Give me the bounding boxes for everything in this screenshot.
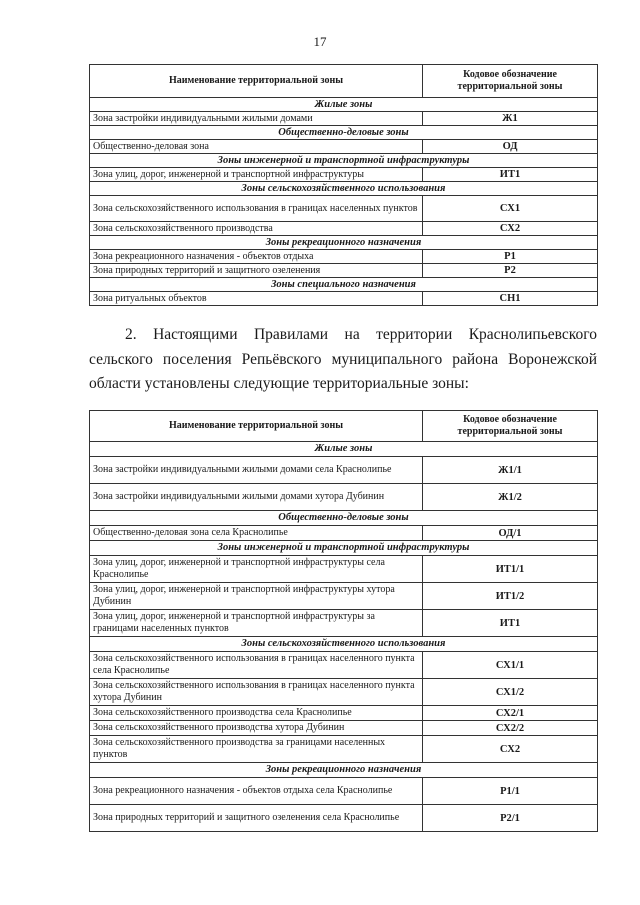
zones-table-general xyxy=(89,64,598,306)
zone-code-cell: Ж1 xyxy=(423,112,598,126)
zone-group-row xyxy=(90,98,598,112)
zone-group-row xyxy=(90,154,598,168)
zone-row xyxy=(90,457,598,484)
zone-name-cell: Общественно-деловая зона xyxy=(90,140,423,154)
zone-code-cell: ИТ1/2 xyxy=(423,583,598,610)
zone-row xyxy=(90,721,598,736)
zone-row xyxy=(90,168,598,182)
zone-name-cell: Зона рекреационного назначения - объектов отдыха села Краснолипье xyxy=(90,778,423,805)
zone-name-cell: Зона улиц, дорог, инженерной и транспортной инфраструктуры села Краснолипье xyxy=(90,556,423,583)
zone-group-row xyxy=(90,126,598,140)
zone-code-cell: Р2/1 xyxy=(423,805,598,832)
zone-group-row xyxy=(90,637,598,652)
zone-row xyxy=(90,706,598,721)
zone-group-row xyxy=(90,541,598,556)
zone-code-cell: Ж1/1 xyxy=(423,457,598,484)
zone-row xyxy=(90,484,598,511)
zone-row xyxy=(90,778,598,805)
zone-name-cell: Общественно-деловая зона села Краснолипье xyxy=(90,526,423,541)
zone-code-cell: ОД xyxy=(423,140,598,154)
zone-group-heading: Жилые зоны xyxy=(90,442,598,457)
zone-name-cell: Зона сельскохозяйственного использования в границах населенных пунктов xyxy=(90,196,423,222)
zone-row xyxy=(90,736,598,763)
zone-group-row xyxy=(90,182,598,196)
zone-name-cell: Зона рекреационного назначения - объектов отдыха xyxy=(90,250,423,264)
zone-name-cell: Зона сельскохозяйственного использования в границах населенного пункта села Краснолипье xyxy=(90,652,423,679)
zone-name-cell: Зона улиц, дорог, инженерной и транспортной инфраструктуры хутора Дубинин xyxy=(90,583,423,610)
zone-row xyxy=(90,679,598,706)
zone-name-cell: Зона природных территорий и защитного озеленения села Краснолипье xyxy=(90,805,423,832)
zone-code-cell: СХ1/2 xyxy=(423,679,598,706)
zone-code-cell: Р2 xyxy=(423,264,598,278)
zone-row xyxy=(90,583,598,610)
zone-group-row xyxy=(90,278,598,292)
zone-group-heading: Зоны инженерной и транспортной инфраструктуры xyxy=(90,154,598,168)
zone-name-header: Наименование территориальной зоны xyxy=(90,65,423,98)
zone-row xyxy=(90,196,598,222)
zone-group-heading: Зоны сельскохозяйственного использования xyxy=(90,182,598,196)
zone-name-cell: Зона улиц, дорог, инженерной и транспортной инфраструктуры за границами населенных пунктов xyxy=(90,610,423,637)
zone-code-cell: СХ2 xyxy=(423,222,598,236)
zone-name-header: Наименование территориальной зоны xyxy=(90,411,423,442)
zone-row xyxy=(90,805,598,832)
zone-code-cell: СХ2 xyxy=(423,736,598,763)
zone-code-cell: ОД/1 xyxy=(423,526,598,541)
table-header-row xyxy=(90,411,598,442)
zone-code-cell: Ж1/2 xyxy=(423,484,598,511)
zone-code-cell: СХ2/2 xyxy=(423,721,598,736)
zone-code-cell: Р1/1 xyxy=(423,778,598,805)
zone-group-row xyxy=(90,442,598,457)
zone-name-cell: Зона ритуальных объектов xyxy=(90,292,423,306)
zone-row xyxy=(90,112,598,126)
zone-row xyxy=(90,140,598,154)
zone-group-row xyxy=(90,511,598,526)
zone-name-cell: Зона сельскохозяйственного производства xyxy=(90,222,423,236)
zone-group-heading: Зоны сельскохозяйственного использования xyxy=(90,637,598,652)
zone-name-cell: Зона природных территорий и защитного озеленения xyxy=(90,264,423,278)
zones-table-settlement xyxy=(89,410,598,832)
zone-group-row xyxy=(90,236,598,250)
zone-group-heading: Жилые зоны xyxy=(90,98,598,112)
zone-group-heading: Зоны рекреационного назначения xyxy=(90,763,598,778)
zone-code-cell: Р1 xyxy=(423,250,598,264)
zone-code-header: Кодовое обозначение территориальной зоны xyxy=(423,411,598,442)
zone-code-cell: ИТ1/1 xyxy=(423,556,598,583)
zone-row xyxy=(90,652,598,679)
zone-row xyxy=(90,556,598,583)
zone-row xyxy=(90,222,598,236)
zones-table-body xyxy=(90,442,598,832)
zone-group-heading: Общественно-деловые зоны xyxy=(90,126,598,140)
zone-group-heading: Зоны специального назначения xyxy=(90,278,598,292)
zone-row xyxy=(90,264,598,278)
page-number: 17 xyxy=(313,34,327,49)
zone-name-cell: Зона застройки индивидуальными жилыми домами хутора Дубинин xyxy=(90,484,423,511)
zone-name-cell: Зона улиц, дорог, инженерной и транспортной инфраструктуры xyxy=(90,168,423,182)
zone-group-row xyxy=(90,763,598,778)
zone-group-heading: Общественно-деловые зоны xyxy=(90,511,598,526)
zone-code-cell: СХ1/1 xyxy=(423,652,598,679)
zone-row xyxy=(90,610,598,637)
zone-code-cell: ИТ1 xyxy=(423,610,598,637)
zone-name-cell: Зона сельскохозяйственного производства за границами населенных пунктов xyxy=(90,736,423,763)
zone-code-cell: СХ2/1 xyxy=(423,706,598,721)
zone-code-header: Кодовое обозначение территориальной зоны xyxy=(423,65,598,98)
zone-name-cell: Зона застройки индивидуальными жилыми домами xyxy=(90,112,423,126)
zone-code-cell: СН1 xyxy=(423,292,598,306)
zone-name-cell: Зона сельскохозяйственного производства хутора Дубинин xyxy=(90,721,423,736)
zone-name-cell: Зона сельскохозяйственного производства села Краснолипье xyxy=(90,706,423,721)
zone-row xyxy=(90,526,598,541)
zone-code-cell: ИТ1 xyxy=(423,168,598,182)
zone-name-cell: Зона сельскохозяйственного использования в границах населенного пункта хутора Дубинин xyxy=(90,679,423,706)
zones-paragraph: 2. Настоящими Правилами на территории Краснолипьевского сельского поселения Репьёвского муниципального района Воронежской области установлены следующие территориальные зоны: xyxy=(89,326,597,392)
zone-row xyxy=(90,292,598,306)
zone-code-cell: СХ1 xyxy=(423,196,598,222)
zone-group-heading: Зоны рекреационного назначения xyxy=(90,236,598,250)
zone-group-heading: Зоны инженерной и транспортной инфраструктуры xyxy=(90,541,598,556)
zones-table-body xyxy=(90,98,598,306)
zone-name-cell: Зона застройки индивидуальными жилыми домами села Краснолипье xyxy=(90,457,423,484)
zone-row xyxy=(90,250,598,264)
table-header-row xyxy=(90,65,598,98)
